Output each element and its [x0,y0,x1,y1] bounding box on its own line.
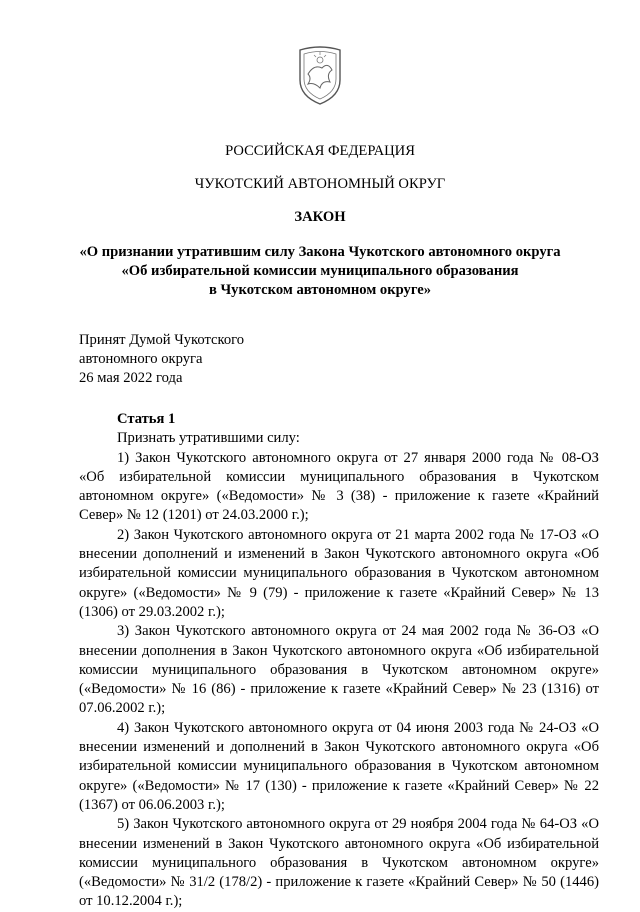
article-intro: Признать утратившими силу: [117,430,300,447]
coat-of-arms-icon [296,44,344,106]
article-item: 5) Закон Чукотского автономного округа от 29 ноября 2004 года № 64-ОЗ «О внесении изменений в Закон Чукотского автономного округа «Об избирательной комиссии муниципального образования в Чукотском автономном округе» («Ведомости» № 31/2 (178/2) - приложение к газете «Крайний Север» № 50 (1446) от 10.12.2004 г.); [79,816,599,910]
adoption-info [79,331,244,388]
adoption-line: автономного округа [79,351,203,367]
article-item: 4) Закон Чукотского автономного округа от 04 июня 2003 года № 24-ОЗ «О внесении изменений и дополнений в Закон Чукотского автономного округа «Об избирательной комиссии муниципального образования в Чукотском автономном округе» («Ведомости» № 17 (130) - приложение к газете «Крайний Север» № 22 (1367) от 06.06.2003 г.); [79,719,599,813]
law-title-line: в Чукотском автономном округе» [208,282,432,298]
article-item: 1) Закон Чукотского автономного округа от 27 января 2000 года № 08-ОЗ «Об избирательной комиссии муниципального образования в Чукотском автономном округе» («Ведомости» № 3 (38) - приложение к газете «Крайний Север» № 12 (1201) от 24.03.2000 г.); [79,449,599,524]
article-1 [79,410,599,912]
adoption-date: 26 мая 2022 года [79,370,183,386]
article-item: 2) Закон Чукотского автономного округа от 21 марта 2002 года № 17-ОЗ «О внесении дополнений и изменений в Закон Чукотского автономного округа «Об избирательной комиссии муниципального образования в Чукотском автономном округе» («Ведомости» № 9 (79) - приложение к газете «Крайний Север» № 13 (1306) от 29.03.2002 г.); [79,526,599,620]
region-heading: ЧУКОТСКИЙ АВТОНОМНЫЙ ОКРУГ [194,176,446,192]
law-title [0,243,640,300]
country-heading: РОССИЙСКАЯ ФЕДЕРАЦИЯ [225,143,415,159]
law-title-line: «О признании утратившим силу Закона Чукотского автономного округа [79,244,561,260]
article-item: 3) Закон Чукотского автономного округа от 24 мая 2002 года № 36-ОЗ «О внесении дополнения в Закон Чукотского автономного округа «Об избирательной комиссии муниципального образования в Чукотском автономном округе» («Ведомости» № 16 (86) - приложение к газете «Крайний Север» № 23 (1316) от 07.06.2002 г.); [79,623,599,717]
article-heading: Статья 1 [117,411,176,427]
adoption-line: Принят Думой Чукотского [79,332,245,348]
law-title-line: «Об избирательной комиссии муниципального образования [121,263,519,279]
document-type: ЗАКОН [294,209,346,225]
